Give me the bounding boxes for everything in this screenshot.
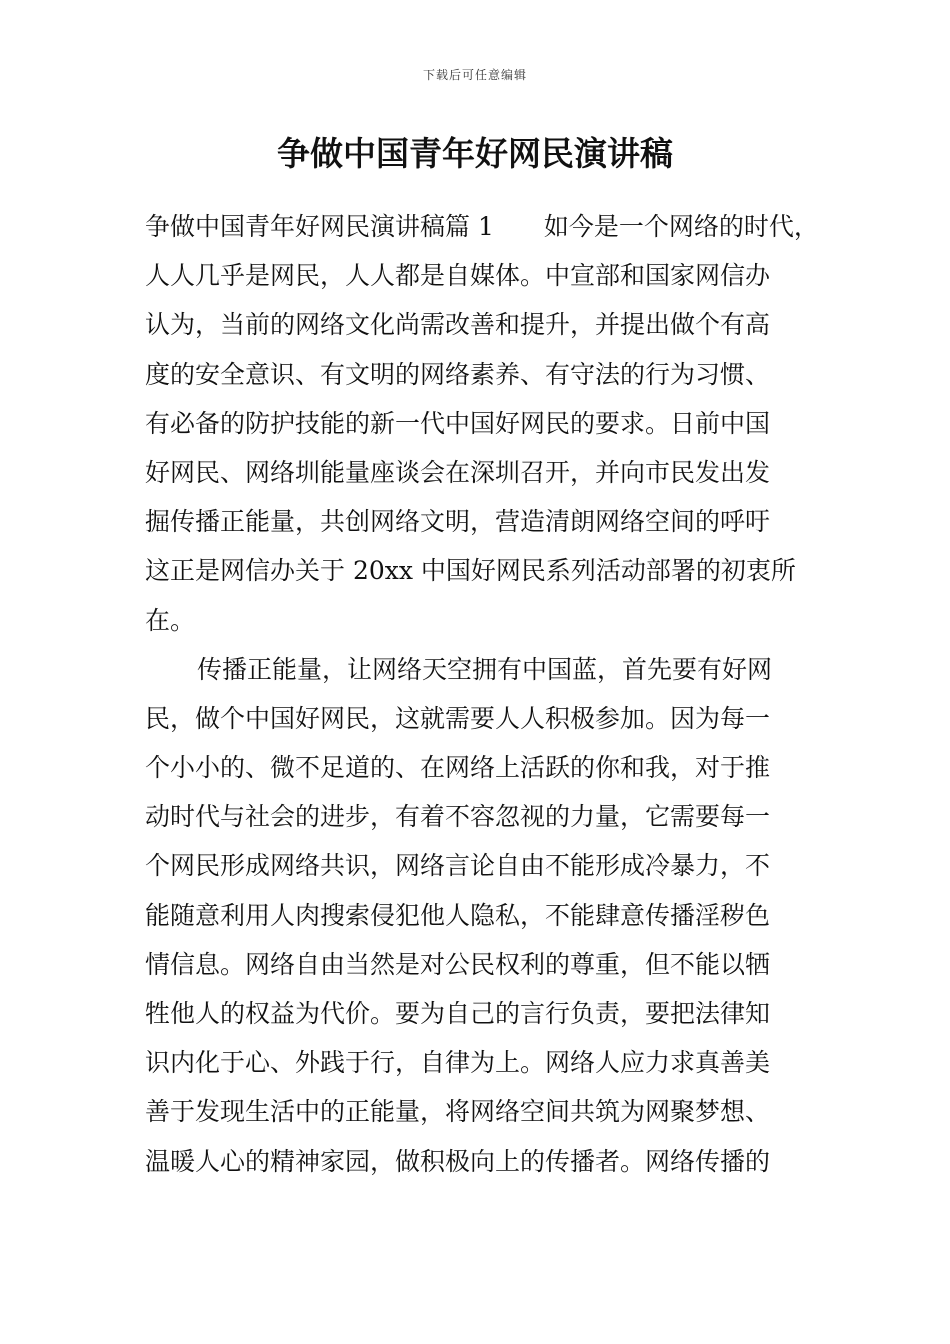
text-line: 个网民形成网络共识，网络言论自由不能形成冷暴力，不 [145,851,771,881]
text-line: 争做中国青年好网民演讲稿篇 1 如今是一个网络的时代， [145,212,819,241]
header-note: 下载后可任意编辑 [422,68,527,82]
paragraph-1 [145,202,825,645]
document-body [145,202,825,1186]
text-line: 能随意利用人肉搜索侵犯他人隐私，不能肆意传播淫秽色 [145,900,771,930]
text-line: 掘传播正能量，共创网络文明，营造清朗网络空间的呼吁 [145,507,771,537]
text-line: 个小小的、微不足道的、在网络上活跃的你和我，对于推 [145,753,771,783]
text-line: 温暖人心的精神家园，做积极向上的传播者。网络传播的 [145,1146,771,1176]
paragraph-2 [145,645,825,1186]
text-line: 民，做个中国好网民，这就需要人人积极参加。因为每一 [145,703,771,733]
text-line: 这正是网信办关于 20xx 中国好网民系列活动部署的初衷所 [145,556,796,586]
text-line: 牲他人的权益为代价。要为自己的言行负责，要把法律知 [145,999,771,1028]
text-line: 识内化于心、外践于行，自律为上。网络人应力求真善美 [145,1048,771,1078]
text-line: 好网民、网络圳能量座谈会在深圳召开，并向市民发出发 [145,457,771,487]
text-line: 善于发现生活中的正能量，将网络空间共筑为网聚梦想、 [145,1097,771,1127]
text-line: 在。 [145,605,196,635]
text-line: 人人几乎是网民，人人都是自媒体。中宣部和国家网信办 [145,261,771,291]
text-line: 情信息。网络自由当然是对公民权利的尊重，但不能以牺 [145,949,771,979]
text-line: 动时代与社会的进步，有着不容忽视的力量，它需要每一 [145,802,771,832]
text-line: 认为，当前的网络文化尚需改善和提升，并提出做个有高 [145,310,771,340]
text-line: 传播正能量，让网络天空拥有中国蓝，首先要有好网 [197,654,773,684]
text-line: 度的安全意识、有文明的网络素养、有守法的行为习惯、 [145,359,771,389]
document-title: 争做中国青年好网民演讲稿 [277,134,673,173]
text-line: 有必备的防护技能的新一代中国好网民的要求。日前中国 [145,408,771,438]
